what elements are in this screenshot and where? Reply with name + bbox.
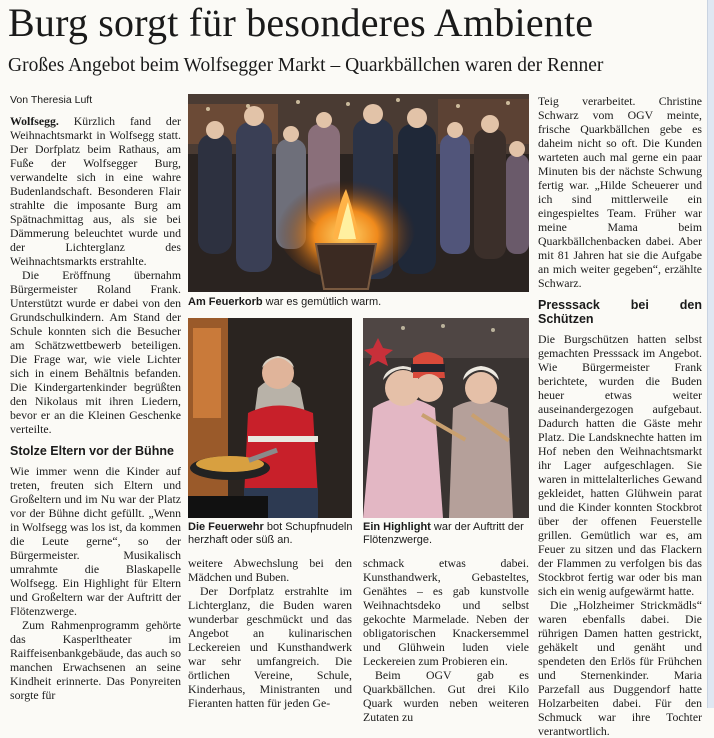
paragraph: schmack etwas dabei. Kunsthandwerk, Gebasteltes, Genähtes – es gab kunstvolle Weihnachtsdeko und selbst gekochte Marmelade. Neben der obligatorischen Knackersemmel und Glühwein luden viele Leckereien zum Probieren ein.: [363, 556, 529, 668]
paragraph: Teig verarbeitet. Christine Schwarz vom OGV meinte, frische Quarkbällchen gebe es daheim nicht so oft. Die Kunden warteten auch mal gerne ein paar Minuten bis der nächste Schwung fertig war. „Hilde Scheuerer und ich sind mittlerweile ein eingespieltes Team. Früher war meine Mama beim Quarkbällchenbacken dabei. Aber mit 81 Jahren hat sie die Aufgabe an mich weiter gegeben“, erzählte Schwarz.: [538, 94, 702, 290]
adjacent-page-strip: [707, 0, 714, 708]
article-column-3: [363, 556, 529, 724]
caption-firefighter: [188, 521, 354, 547]
photo-firefighter: [188, 318, 352, 518]
paragraph: Wie immer wenn die Kinder auf treten, freuten sich Eltern und Großeltern und im Nu war der Platz vor der Bühne dicht gefüllt. „Wenn in Wolfsegg was los ist, da kommen die Leute gerne“, so der Bürgermeister. Musikalisch umrahmte die Blaskapelle Wolfsegg. Ein Highlight für Eltern und Großeltern war der Auftritt der Flötenzwerge.: [10, 464, 181, 618]
caption-text: bot Schupfnudeln herzhaft oder süß an.: [188, 521, 353, 546]
paragraph: Der Dorfplatz erstrahlte im Lichterglanz, die Buden waren wunderbar geschmückt und das Angebot an kulinarischen Leckereien und Kunsthandwerk war sehr umfangreich. Die örtlichen Vereine, Schule, Kinderhaus, Ministranten und Fieranten hatten für jeden Ge-: [188, 584, 352, 710]
caption-bold: Die Feuerwehr: [188, 521, 264, 533]
paragraph: weitere Abwechslung bei den Mädchen und Buben.: [188, 556, 352, 584]
firefighter-image: [188, 318, 352, 518]
paragraph: [10, 114, 181, 268]
dateline: Wolfsegg.: [10, 114, 59, 128]
caption-bold: Ein Highlight: [363, 521, 431, 533]
subheadline: Großes Angebot beim Wolfsegger Markt – Quarkbällchen waren der Renner: [8, 55, 604, 76]
article-column-4: [538, 94, 702, 738]
paragraph: Die Burgschützen hatten selbst gemachten Presssack im Angebot. Wie Bürgermeister Frank berichtete, wurden die Buden heuer etwas weiter auseinandergezogen aufgebaut. Dadurch hatten die Gäste mehr Platz. Die Landsknechte hatten im Hof neben den Weihnachtsmarkt ihr Lager aufgeschlagen. Sie waren in mittelalterliches Gewand gekleidet, hatten Glühwein parat und die Kinder konnten Stockbrot über der offenen Feuerstelle grillen. Gemütlich war es, am Feuer zu sitzen und das Flackern der Flammen zu verfolgen bis das Stockbrot fertig war oder bis man sich ein wenig aufgewärmt hatte.: [538, 332, 702, 598]
caption-text: war es gemütlich warm.: [262, 296, 382, 308]
photo-fire-basket: [188, 94, 529, 292]
article-column-2: [188, 556, 352, 710]
crowd-fire-image: [188, 94, 529, 292]
section-heading: Stolze Eltern vor der Bühne: [10, 444, 174, 458]
caption-bold: Am Feuerkorb: [188, 296, 263, 308]
flute-children-image: [363, 318, 529, 518]
article-column-1: [10, 114, 181, 706]
paragraph-text: Kürzlich fand der Weihnachtsmarkt in Wolfsegg statt. Der Dorfplatz beim Rathaus, am Fuße der Wolfsegger Burg, verwandelte sich in eine wahre Budenlandschaft. Besonderen Flair strahlte die imposante Burg am Spätnachmittag aus, als sie bei Dämmerung beleuchtet wurde und der Lichterglanz des Weihnachtsmarkts erstrahlte.: [10, 114, 181, 268]
byline: Von Theresia Luft: [10, 94, 93, 106]
caption-text: war der Auftritt der Flötenzwerge.: [363, 521, 524, 546]
photo-flute-children: [363, 318, 529, 518]
caption-fire-basket: [188, 296, 529, 309]
caption-flute-children: [363, 521, 529, 547]
paragraph: Zum Rahmenprogramm gehörte das Kasperltheater im Raiffeisenbankgebäude, das auch so manchen Erwachsenen an seine Kindheit erinnerte. Das Ponyreiten sorgte für: [10, 618, 181, 702]
headline: Burg sorgt für besonderes Ambiente: [8, 0, 594, 45]
paragraph: Die „Holzheimer Strickmädls“ waren ebenfalls dabei. Die rührigen Damen hatten gestrickt, gehäkelt und genäht und spendeten den Erlös für Frühchen und Sternenkinder. Maria Parzefall aus Duggendorf hatte Holzarbeiten dabei. Für den Schmuck war ihre Tochter verantwortlich.: [538, 598, 702, 738]
paragraph: Die Eröffnung übernahm Bürgermeister Roland Frank. Unterstützt wurde er dabei von den Grundschulkindern. Am Stand der Schule konnten sich die Besucher am Schätzwettbewerb beteiligen. Die Frage war, wie viele Lichter sich in einem Behältnis befanden. Die Kindergartenkinder begrüßten den Nikolaus mit ihren Liedern, bevor er an die Kleinen Geschenke verteilte.: [10, 268, 181, 436]
section-heading: Presssack bei den Schützen: [538, 298, 702, 326]
paragraph: Beim OGV gab es Quarkbällchen. Gut drei Kilo Quark wurden neben weiteren Zutaten zu: [363, 668, 529, 724]
